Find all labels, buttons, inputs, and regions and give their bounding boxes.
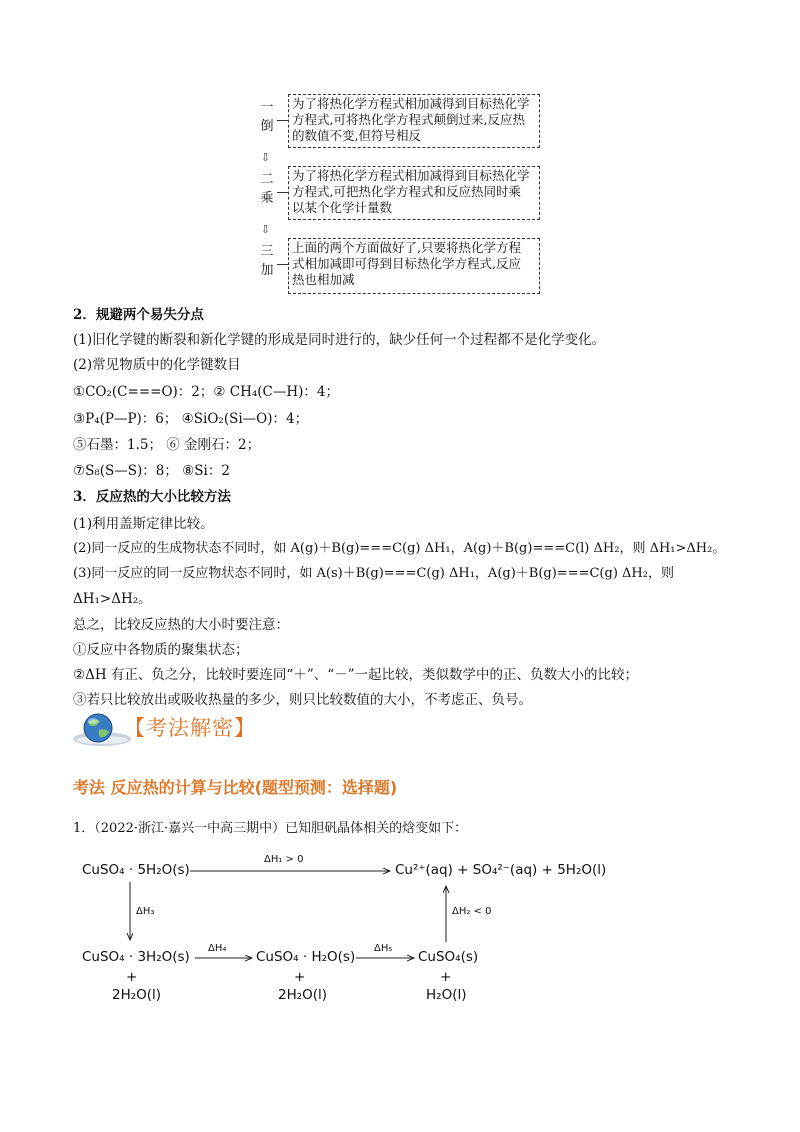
section3-p1: (1)利用盖斯定律比较。 bbox=[73, 516, 214, 532]
label-dh2: ΔH₂ < 0 bbox=[452, 906, 492, 917]
section3-title: 3．反应热的大小比较方法 bbox=[73, 489, 231, 505]
node-cuso4-h2o: CuSO₄ · H₂O(s) bbox=[256, 949, 356, 965]
step2-box: 为了将热化学方程式相加减得到目标热化学 方程式,可把热化学方程式和反应热同时乘 以某个化学计量数 bbox=[288, 166, 540, 220]
section-heading: 考法 反应热的计算与比较(题型预测：选择题) bbox=[73, 778, 398, 797]
node-h2o: H₂O(l) bbox=[426, 987, 467, 1003]
step1-box: 为了将热化学方程式相加减得到目标热化学 方程式,可将热化学方程式颠倒过来,反应热 的数值不变,但符号相反 bbox=[288, 94, 540, 148]
step3-box: 上面的两个方面做好了,只要将热化学方程 式相加减即可得到目标热化学方程式,反应 热也相加减 bbox=[288, 238, 540, 294]
section3-p3-cont: ΔH₁>ΔH₂。 bbox=[73, 591, 152, 607]
arrow-down-icon: ⇩ bbox=[261, 151, 271, 164]
node-2h2o-b: 2H₂O(l) bbox=[278, 987, 328, 1003]
plus-sign: + bbox=[440, 969, 452, 985]
summary-point-1: ①反应中各物质的聚集状态； bbox=[73, 642, 249, 658]
label-dh1: ΔH₁ > 0 bbox=[264, 854, 304, 865]
section2-p2: (2)常见物质中的化学键数目 bbox=[73, 357, 241, 373]
banner-title: 【考法解密】 bbox=[124, 716, 256, 740]
bond-count-4: ⑦S₈(S—S)：8； ⑧Si：2 bbox=[73, 463, 230, 479]
label-dh4: ΔH₄ bbox=[208, 943, 227, 954]
summary-point-3: ③若只比较放出或吸收热量的多少，则只比较数值的大小，不考虑正、负号。 bbox=[73, 692, 532, 708]
bond-count-2: ③P₄(P—P)：6； ④SiO₂(Si—O)：4； bbox=[73, 411, 309, 427]
label-dh3: ΔH₃ bbox=[136, 906, 155, 917]
label-dh5: ΔH₅ bbox=[374, 943, 393, 954]
summary-point-2: ②ΔH 有正、负之分，比较时要连同“＋”、“－”一起比较，类似数学中的正、负数大小的比较； bbox=[73, 667, 639, 683]
node-cuso4: CuSO₄(s) bbox=[418, 949, 479, 965]
node-ions: Cu²⁺(aq) + SO₄²⁻(aq) + 5H₂O(l) bbox=[395, 862, 607, 878]
step2-label: 二 乘 bbox=[260, 172, 274, 206]
step1-label: 一 倒 bbox=[260, 100, 274, 134]
plus-sign: + bbox=[126, 969, 138, 985]
step3-label: 三 加 bbox=[260, 244, 274, 278]
section2-p1: (1)旧化学键的断裂和新化学键的形成是同时进行的，缺少任何一个过程都不是化学变化。 bbox=[73, 332, 606, 348]
bond-count-3: ⑤石墨：1.5； ⑥ 金刚石：2； bbox=[73, 437, 261, 453]
section2-title: 2．规避两个易失分点 bbox=[73, 307, 204, 323]
node-cuso4-5h2o: CuSO₄ · 5H₂O(s) bbox=[82, 862, 190, 878]
node-2h2o-a: 2H₂O(l) bbox=[112, 987, 162, 1003]
question-1: 1．（2022·浙江·嘉兴一中高三期中）已知胆矾晶体相关的焓变如下： bbox=[73, 821, 468, 836]
summary-intro: 总之，比较反应热的大小时要注意： bbox=[73, 617, 289, 633]
plus-sign: + bbox=[294, 969, 306, 985]
node-cuso4-3h2o: CuSO₄ · 3H₂O(s) bbox=[82, 949, 190, 965]
section3-p2: (2)同一反应的生成物状态不同时，如 A(g)＋B(g)===C(g) ΔH₁，A(g)＋B(g)===C(l) ΔH₂，则 ΔH₁>ΔH₂。 bbox=[73, 541, 726, 556]
section3-p3: (3)同一反应的同一反应物状态不同时，如 A(s)＋B(g)===C(g) ΔH₁，A(g)＋B(g)===C(g) ΔH₂，则 bbox=[73, 566, 674, 581]
bond-count-1: ①CO₂(C===O)：2；② CH₄(C—H)：4； bbox=[73, 384, 339, 400]
arrow-down-icon: ⇩ bbox=[261, 223, 271, 236]
